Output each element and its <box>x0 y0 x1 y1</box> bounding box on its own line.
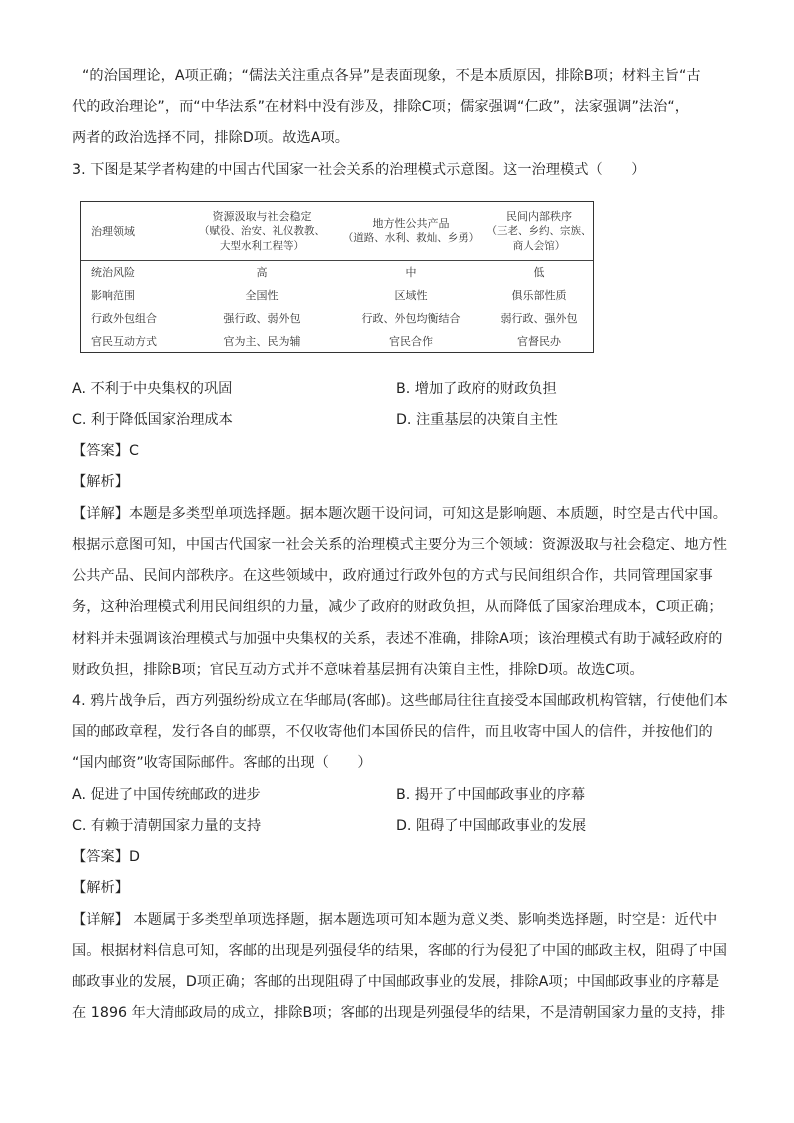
q3-option-c: C. 利于降低国家治理成本 <box>72 412 233 428</box>
table-header-civil <box>485 202 593 261</box>
q3-detail-line: 公共产品、民间内部秩序。在这些领域中，政府通过行政外包的方式与民间组织合作，共同管理国家事 <box>72 568 713 584</box>
q3-option-a: A. 不利于中央集权的巩固 <box>72 381 233 397</box>
q4-options-row-2 <box>72 816 722 836</box>
q3-detail-line: 财政负担，排除B项；官民互动方式并不意味着基层拥有决策自主性，排除D项。故选C项。 <box>72 662 644 678</box>
table-header-resource-line: 大型水利工程等） <box>220 239 304 252</box>
q4-options-row-1 <box>72 785 722 805</box>
table-header-civil-line: （三老、乡约、宗族、 <box>486 224 592 237</box>
q4-detail-line: 邮政事业的发展，D项正确；客邮的出现阻碍了中国邮政事业的发展，排除A项；中国邮政事业的序幕是 <box>72 974 720 990</box>
table-cell: 低 <box>533 266 545 279</box>
q4-detail-line: 在 1896 年大清邮政局的成立，排除B项；客邮的出现是列强侵华的结果，不是清朝国家力量的支持，排 <box>72 1005 726 1021</box>
table-header-resource-line: 资源汲取与社会稳定 <box>212 209 312 223</box>
table-cell: 行政、外包均衡结合 <box>361 312 461 325</box>
table-cell: 影响范围 <box>91 289 135 302</box>
q4-detail-line: 【详解】 本题属于多类型单项选择题，据本题选项可知本题为意义类、影响类选择题，时空是：近代中 <box>72 912 718 928</box>
table-row <box>81 330 593 353</box>
table-row <box>81 284 593 307</box>
q4-option-c: C. 有赖于清朝国家力量的支持 <box>72 818 262 834</box>
q4-stem-line: “国内邮资”收寄国际邮件。客邮的出现（ ） <box>72 755 372 771</box>
governance-model-table <box>80 201 594 353</box>
table-cell: 行政外包组合 <box>91 312 157 325</box>
table-header-resource <box>187 202 337 261</box>
table-row <box>81 307 593 330</box>
intro-line-2: 代的政治理论”，而“中华法系”在材料中没有涉及，排除C项；儒家强调“仁政”，法家强调”法治“， <box>72 99 690 115</box>
table-row <box>81 261 593 285</box>
intro-line-3: 两者的政治选择不同，排除D项。故选A项。 <box>72 130 350 146</box>
q4-stem-line: 4. 鸦片战争后，西方列强纷纷成立在华邮局(客邮)。这些邮局往往直接受本国邮政机构管辖，行使他们本 <box>72 693 728 709</box>
table-header-resource-line: （赋役、治安、礼仪教教、 <box>199 224 325 237</box>
q3-detail-line: 【详解】本题是多类型单项选择题。据本题次题干设问词，可知这是影响题、本质题，时空是古代中国。 <box>72 506 727 522</box>
table-cell: 强行政、弱外包 <box>223 312 301 325</box>
q3-option-b: B. 增加了政府的财政负担 <box>396 381 557 397</box>
q4-detail-line: 国。根据材料信息可知，客邮的出现是列强侵华的结果，客邮的行为侵犯了中国的邮政主权，阻碍了中国 <box>72 943 727 959</box>
table-cell: 俱乐部性质 <box>511 289 567 302</box>
q4-stem-line: 国的邮政章程，发行各自的邮票，不仅收寄他们本国侨民的信件，而且收寄中国人的信件，并按他们的 <box>72 724 713 740</box>
q4-answer: 【答案】D <box>72 849 140 865</box>
table-header-civil-line: 民间内部秩序 <box>506 209 572 223</box>
intro-line-1: “的治国理论，A项正确；“儒法关注重点各异”是表面现象，不是本质原因，排除B项；材料主旨“古 <box>82 68 701 84</box>
q4-option-d: D. 阻碍了中国邮政事业的发展 <box>396 818 587 834</box>
table-cell: 统治风险 <box>91 266 135 279</box>
table-cell: 官为主、民为辅 <box>223 335 301 348</box>
q3-detail-line: 材料并未强调该治理模式与加强中央集权的关系，表述不准确，排除A项；该治理模式有助于减轻政府的 <box>72 631 723 647</box>
q4-option-a: A. 促进了中国传统邮政的进步 <box>72 787 261 803</box>
q3-analysis-label: 【解析】 <box>72 474 129 490</box>
table-header-local <box>337 202 485 261</box>
table-cell: 官督民办 <box>517 335 561 348</box>
table-cell: 官民合作 <box>389 335 433 348</box>
q3-options-row-1 <box>72 379 722 399</box>
q3-detail-line: 务，这种治理模式利用民间组织的力量，减少了政府的财政负担，从而降低了国家治理成本，C项正确； <box>72 599 723 615</box>
table-header-field: 治理领域 <box>81 202 187 261</box>
table-cell: 区域性 <box>394 289 428 302</box>
q3-option-d: D. 注重基层的决策自主性 <box>396 412 558 428</box>
q4-analysis-label: 【解析】 <box>72 880 129 896</box>
q3-options-row-2 <box>72 410 722 430</box>
table-header-local-line: 地方性公共产品 <box>372 217 450 230</box>
table-cell: 弱行政、强外包 <box>500 312 578 325</box>
table-header-civil-line: 商人会馆） <box>512 239 566 252</box>
table-header-local-line: （道路、水利、救灿、乡勇） <box>342 232 480 244</box>
table-cell: 高 <box>256 266 268 279</box>
q3-answer: 【答案】C <box>72 443 139 459</box>
q3-stem: 3. 下图是某学者构建的中国古代国家一社会关系的治理模式示意图。这一治理模式（ ） <box>72 162 646 178</box>
table-cell: 全国性 <box>245 289 279 302</box>
table-cell: 中 <box>405 266 417 279</box>
table-cell: 官民互动方式 <box>91 335 157 348</box>
q3-detail-line: 根据示意图可知，中国古代国家一社会关系的治理模式主要分为三个领域：资源汲取与社会稳定、地方性 <box>72 537 727 553</box>
q4-option-b: B. 揭开了中国邮政事业的序幕 <box>396 787 586 803</box>
